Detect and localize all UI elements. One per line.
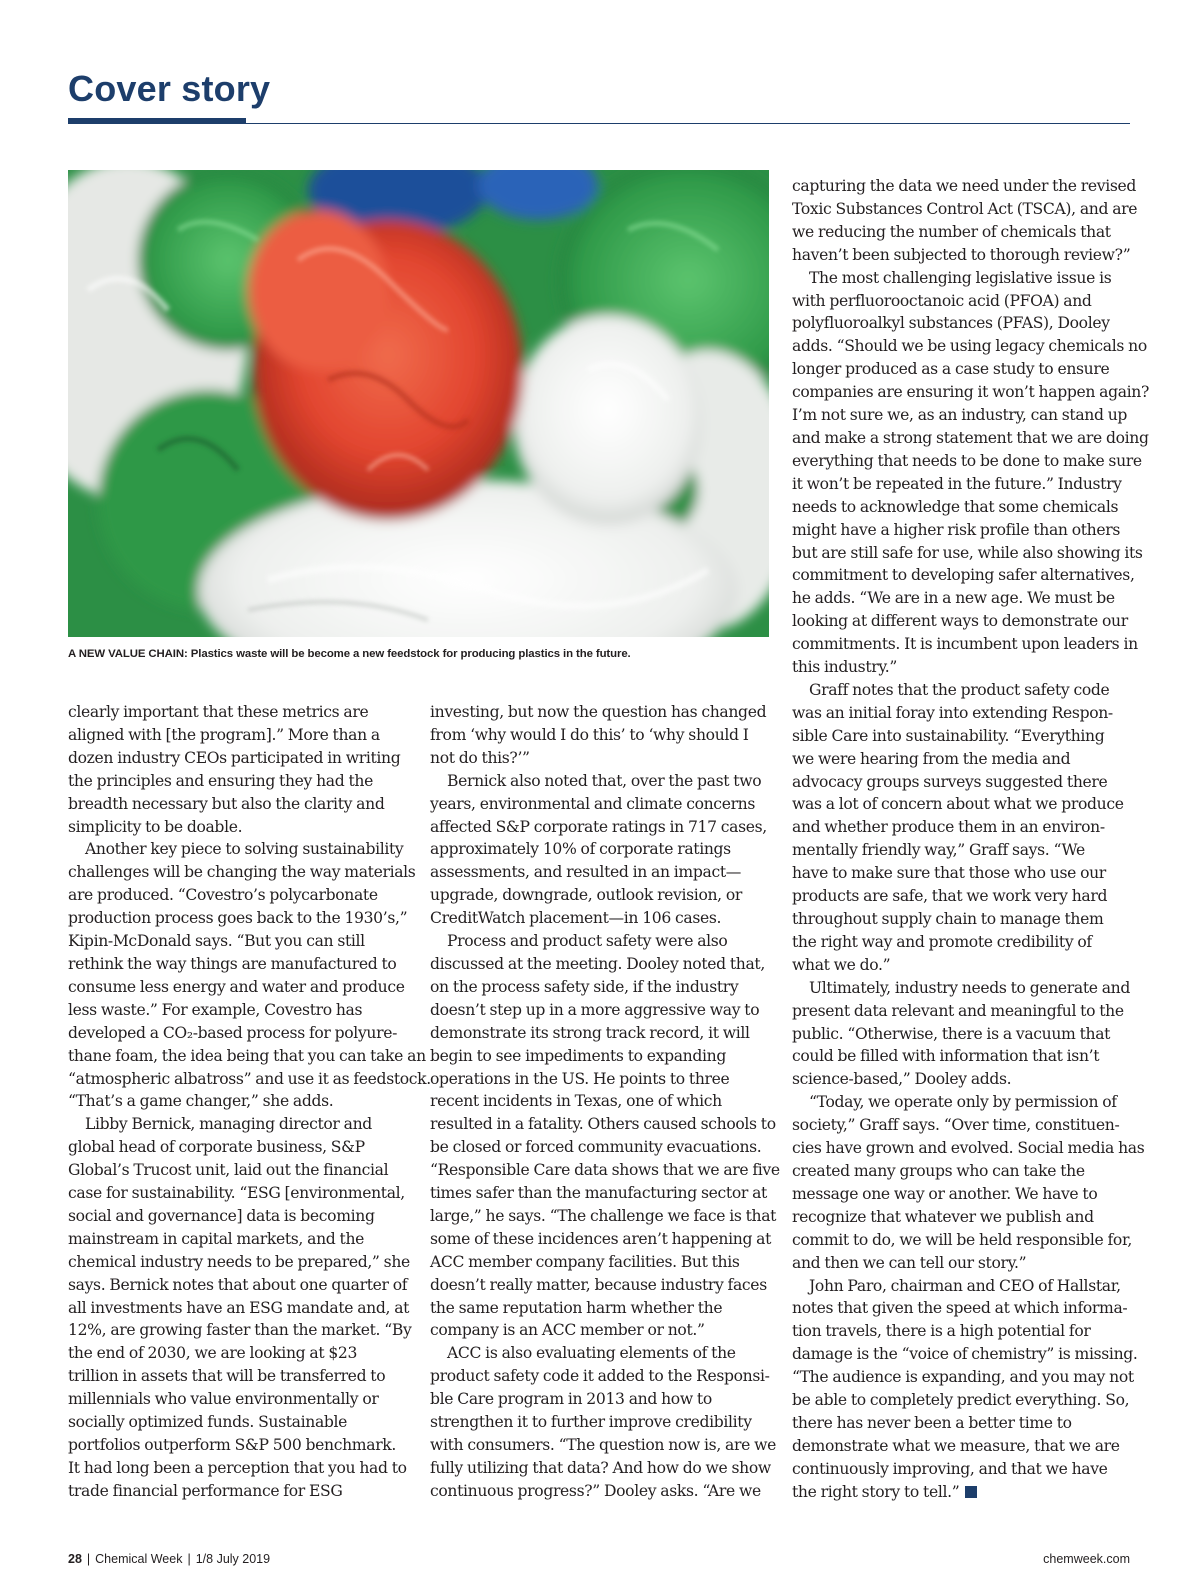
article-line: “The audience is expanding, and you may not: [792, 1368, 1134, 1387]
footer-separator: |: [86, 1552, 91, 1566]
article-line: science-based,” Dooley adds.: [792, 1070, 1012, 1089]
article-column-2: [430, 701, 780, 1503]
article-line: was an initial foray into extending Respon-: [792, 703, 1113, 722]
footer-separator: |: [187, 1552, 191, 1566]
article-line: trade financial performance for ESG: [68, 1481, 343, 1500]
article-line: ble Care program in 2013 and how to: [430, 1390, 712, 1409]
article-line: years, environmental and climate concerns: [430, 794, 756, 813]
article-line: “That’s a game changer,” she adds.: [68, 1092, 334, 1111]
article-line: doesn’t step up in a more aggressive way to: [430, 1000, 760, 1019]
article-line: consume less energy and water and produce: [68, 977, 405, 996]
article-line: “atmospheric albatross” and use it as feedstock.: [68, 1069, 431, 1088]
article-line: some of these incidences aren’t happening at: [430, 1229, 772, 1248]
article-line: mainstream in capital markets, and the: [68, 1229, 365, 1248]
article-line: John Paro, chairman and CEO of Hallstar,: [809, 1276, 1121, 1295]
article-line: “Today, we operate only by permission of: [809, 1093, 1117, 1112]
article-line: large,” he says. “The challenge we face is that: [430, 1206, 777, 1225]
article-line: chemical industry needs to be prepared,” she: [68, 1252, 410, 1271]
article-line: upgrade, downgrade, outlook revision, or: [430, 886, 743, 905]
article-line: case for sustainability. “ESG [environmental,: [68, 1184, 405, 1203]
article-line: trillion in assets that will be transferred to: [68, 1367, 386, 1386]
article-line: ACC is also evaluating elements of the: [447, 1344, 736, 1363]
article-line: present data relevant and meaningful to the: [792, 1001, 1124, 1020]
article-line: demonstrate its strong track record, it will: [430, 1023, 750, 1042]
article-line: Global’s Trucost unit, laid out the financial: [68, 1161, 389, 1180]
article-line: everything that needs to be done to make sure: [792, 451, 1142, 470]
article-line: Bernick also noted that, over the past two: [447, 771, 762, 790]
article-line: be able to completely predict everything. So,: [792, 1391, 1130, 1410]
article-line: mentally friendly way,” Graff says. “We: [792, 841, 1085, 860]
article-line: challenges will be changing the way materials: [68, 863, 416, 882]
article-line: approximately 10% of corporate ratings: [430, 840, 731, 859]
article-line: commitment to developing safer alternatives,: [792, 566, 1135, 585]
article-line: needs to acknowledge that some chemicals: [792, 497, 1119, 516]
article-line: strengthen it to further improve credibility: [430, 1413, 752, 1432]
article-line: capturing the data we need under the revised: [792, 177, 1137, 195]
article-line: this industry.”: [792, 658, 897, 677]
publication-name: Chemical Week: [95, 1552, 183, 1566]
article-line: have to make sure that those who use our: [792, 864, 1106, 883]
article-line: begin to see impediments to expanding: [430, 1046, 726, 1065]
article-line: Ultimately, industry needs to generate and: [809, 978, 1131, 997]
header-rule-accent: [68, 118, 246, 124]
article-line: advocacy groups surveys suggested there: [792, 772, 1108, 791]
article-line: companies are ensuring it won’t happen again?: [792, 383, 1150, 402]
article-line: Process and product safety were also: [447, 932, 728, 951]
article-line: haven’t been subjected to thorough review?”: [792, 245, 1131, 264]
article-line: continuously improving, and that we have: [792, 1459, 1108, 1478]
article-line: ACC member company facilities. But this: [430, 1252, 740, 1271]
article-line: was a lot of concern about what we produce: [792, 795, 1124, 814]
article-line: continuous progress?” Dooley asks. “Are we: [430, 1481, 761, 1500]
article-line: CreditWatch placement—in 106 cases.: [430, 909, 722, 928]
article-line: less waste.” For example, Covestro has: [68, 1000, 363, 1019]
article-line: commit to do, we will be held responsible for,: [792, 1230, 1132, 1249]
page-number: 28: [68, 1552, 82, 1566]
article-line: developed a CO₂-based process for polyure-: [68, 1023, 397, 1042]
article-line: simplicity to be doable.: [68, 817, 243, 836]
article-line: tion travels, there is a high potential for: [792, 1322, 1091, 1341]
plastic-bags-photo: [68, 170, 769, 637]
article-line: Libby Bernick, managing director and: [85, 1115, 372, 1134]
article-line: millennials who value environmentally or: [68, 1390, 379, 1409]
article-line: might have a higher risk profile than others: [792, 520, 1121, 539]
article-line: Toxic Substances Control Act (TSCA), and are: [792, 199, 1138, 218]
article-line: affected S&P corporate ratings in 717 cases,: [430, 817, 767, 836]
article-line: there has never been a better time to: [792, 1413, 1072, 1432]
article-line: on the process safety side, if the industry: [430, 977, 739, 996]
article-line: we were hearing from the media and: [792, 749, 1071, 768]
article-line: commitments. It is incumbent upon leaders in: [792, 635, 1138, 654]
article-line: fully utilizing that data? And how do we show: [430, 1458, 771, 1477]
article-line: sible Care into sustainability. “Everything: [792, 726, 1105, 745]
article-line: products are safe, that we work very hard: [792, 887, 1108, 906]
article-line: and then we can tell our story.”: [792, 1253, 1027, 1272]
article-line: global head of corporate business, S&P: [68, 1138, 365, 1157]
website-url: chemweek.com: [1043, 1552, 1130, 1566]
article-line: but are still safe for use, while also showing its: [792, 543, 1143, 562]
article-line: I’m not sure we, as an industry, can stand up: [792, 406, 1128, 425]
article-line: thane foam, the idea being that you can take an: [68, 1046, 426, 1065]
article-line: damage is the “voice of chemistry” is missing.: [792, 1345, 1138, 1364]
article-line: product safety code it added to the Responsi-: [430, 1367, 770, 1386]
article-line: it won’t be repeated in the future.” Industry: [792, 474, 1122, 493]
caption-lead: A NEW VALUE CHAIN:: [68, 648, 188, 660]
article-line: times safer than the manufacturing sector at: [430, 1184, 767, 1203]
article-line: all investments have an ESG mandate and, at: [68, 1298, 410, 1317]
article-line: 12%, are growing faster than the market. “By: [68, 1321, 412, 1340]
article-line: says. Bernick notes that about one quarter of: [68, 1275, 408, 1294]
article-line: Graff notes that the product safety code: [809, 680, 1110, 699]
article-line: recent incidents in Texas, one of which: [430, 1092, 722, 1111]
article-line: the principles and ensuring they had the: [68, 771, 373, 790]
article-line: rethink the way things are manufactured to: [68, 954, 397, 973]
article-line: with consumers. “The question now is, are we: [430, 1436, 776, 1454]
article-line: longer produced as a case study to ensure: [792, 360, 1110, 379]
article-line: recognize that whatever we publish and: [792, 1207, 1094, 1226]
article-line: and whether produce them in an environ-: [792, 818, 1105, 837]
article-line: created many groups who can take the: [792, 1161, 1085, 1180]
article-line: aligned with [the program].” More than a: [68, 725, 380, 744]
article-line: the right story to tell.”: [792, 1481, 1137, 1504]
article-line: and make a strong statement that we are doing: [792, 428, 1149, 447]
article-line: investing, but now the question has changed: [430, 703, 767, 721]
article-line: society,” Graff says. “Over time, constituen-: [792, 1116, 1120, 1135]
article-line: assessments, and resulted in an impact—: [430, 863, 741, 882]
article-line: clearly important that these metrics are: [68, 703, 369, 721]
article-line: are produced. “Covestro’s polycarbonate: [68, 886, 378, 905]
article-line: portfolios outperform S&P 500 benchmark.: [68, 1436, 396, 1454]
article-line: cies have grown and evolved. Social media has: [792, 1139, 1145, 1158]
end-of-article-icon: [965, 1486, 977, 1498]
article-line: throughout supply chain to manage them: [792, 910, 1104, 928]
article-line: discussed at the meeting. Dooley noted that,: [430, 954, 765, 973]
article-line: we reducing the number of chemicals that: [792, 222, 1111, 241]
article-line: be closed or forced community evacuations.: [430, 1138, 762, 1157]
footer-left: [68, 1552, 270, 1566]
article-line: operations in the US. He points to three: [430, 1069, 730, 1088]
article-line: socially optimized funds. Sustainable: [68, 1413, 348, 1432]
article-line: production process goes back to the 1930’s,”: [68, 909, 408, 928]
article-line: It had long been a perception that you had to: [68, 1458, 407, 1477]
article-line: public. “Otherwise, there is a vacuum that: [792, 1024, 1111, 1043]
article-line: social and governance] data is becoming: [68, 1206, 375, 1225]
article-column-1: [68, 701, 431, 1503]
article-line: demonstrate what we measure, that we are: [792, 1436, 1120, 1455]
article-line: looking at different ways to demonstrate our: [792, 612, 1128, 631]
article-line: what we do.”: [792, 955, 891, 974]
article-line: company is an ACC member or not.”: [430, 1321, 705, 1340]
photo-caption: [68, 648, 778, 660]
article-line: not do this?’”: [430, 748, 530, 767]
issue-date: 1/8 July 2019: [195, 1552, 271, 1566]
article-line: resulted in a fatality. Others caused schools to: [430, 1115, 776, 1134]
article-line: Another key piece to solving sustainability: [85, 840, 404, 859]
section-title: Cover story: [68, 68, 271, 109]
article-line: dozen industry CEOs participated in writing: [68, 748, 401, 767]
article-line: polyfluoroalkyl substances (PFAS), Dooley: [792, 314, 1110, 333]
article-line: The most challenging legislative issue is: [809, 268, 1112, 287]
article-line: Kipin-McDonald says. “But you can still: [68, 932, 365, 951]
article-line: breadth necessary but also the clarity and: [68, 794, 385, 813]
article-line: doesn’t really matter, because industry faces: [430, 1275, 767, 1294]
article-line: adds. “Should we be using legacy chemicals no: [792, 337, 1147, 356]
article-line: the right way and promote credibility of: [792, 932, 1092, 951]
article-line: notes that given the speed at which informa-: [792, 1299, 1128, 1318]
article-line: he adds. “We are in a new age. We must be: [792, 589, 1115, 608]
article-line: from ‘why would I do this’ to ‘why should I: [430, 725, 749, 744]
article-line: with perfluorooctanoic acid (PFOA) and: [792, 291, 1092, 310]
article-line: “Responsible Care data shows that we are five: [430, 1161, 780, 1180]
article-column-3: [792, 175, 1150, 1504]
caption-text: Plastics waste will be become a new feedstock for producing plastics in the future.: [187, 648, 631, 660]
article-line: the same reputation harm whether the: [430, 1298, 723, 1317]
article-line: message one way or another. We have to: [792, 1184, 1098, 1203]
article-line: could be filled with information that isn’t: [792, 1047, 1100, 1066]
article-line: the end of 2030, we are looking at $23: [68, 1344, 358, 1363]
